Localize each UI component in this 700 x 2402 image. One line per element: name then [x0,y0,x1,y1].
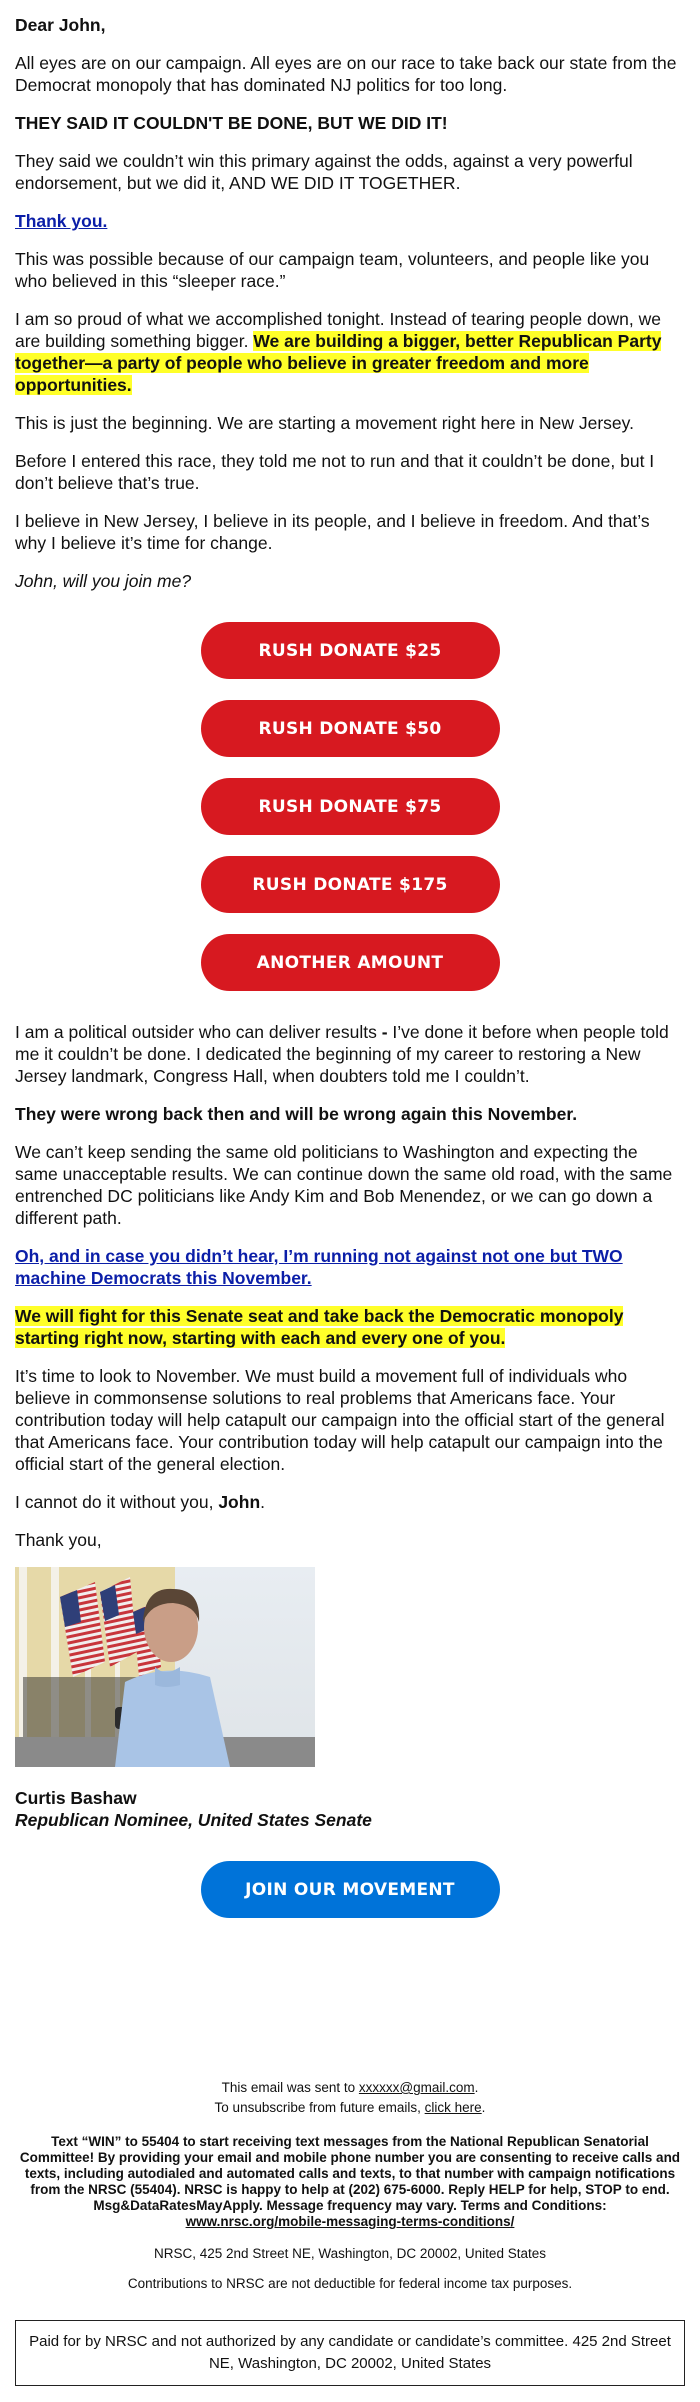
paragraph-believe: I believe in New Jersey, I believe in its people, and I believe in freedom. And that’s why I believe it’s time for change. [15,511,650,553]
unsubscribe-text: To unsubscribe from future emails, [214,2100,425,2115]
paragraph-washington: We can’t keep sending the same old politicians to Washington and expecting the same unacceptable results. We can continue down the same old road, with the same entrenched DC politicians like Andy Kim and Bob Menendez, or we can go down a different path. [15,1142,673,1228]
paragraph-before-race: Before I entered this race, they told me not to run and that it couldn’t be done, but I don’t believe that’s true. [15,451,655,493]
paragraph-cannot-do [15,1491,685,1513]
two-democrats-link[interactable]: Oh, and in case you didn’t hear, I’m running not against not one but TWO machine Democrats this November. [15,1246,623,1288]
join-ask: John, will you join me? [15,571,192,591]
paragraph-intro: All eyes are on our campaign. All eyes are on our race to take back our state from the Democrat monopoly that has dominated NJ politics for too long. [15,53,677,95]
paragraph-beginning: This is just the beginning. We are starting a movement right here in New Jersey. [15,413,634,433]
unsubscribe-line [15,2098,685,2118]
signature-title: Republican Nominee, United States Senate [15,1810,372,1830]
paragraph-outsider [15,1021,685,1087]
recipient-email-link[interactable]: xxxxxx@gmail.com [358,2080,475,2095]
candidate-photo-illustration [15,1567,315,1767]
wrong-again-statement: They were wrong back then and will be wrong again this November. [15,1104,578,1124]
paragraph-november: It’s time to look to November. We must build a movement full of individuals who believe in commonsense solutions to real problems that Americans face. Your contribution today will help catapult our campaign into the official start of the general that Americans face. Your contribution today will help catapult our campaign into the official start of the general election. [15,1366,665,1474]
paragraph-outsider-text-2: I’ve done it before when people told me it couldn’t be done. I dedicated the beginning of my career to restoring a New Jersey landmark, Congress Hall, when doubters told me I couldn’t. [15,1022,669,1086]
highlighted-text: We are building a bigger, better Republican Party together—a party of people who believe in greater freedom and more opportunities. [15,331,662,395]
dash: - [381,1022,388,1042]
paid-for-disclaimer: Paid for by NRSC and not authorized by any candidate or candidate’s committee. 425 2nd Street NE, Washington, DC 20002, United States [29,2333,671,2372]
deductibility-notice: Contributions to NRSC are not deductible for federal income tax purposes. [127,2276,573,2291]
join-movement-button[interactable]: JOIN OUR MOVEMENT [201,1861,500,1918]
paragraph-primary: They said we couldn’t win this primary against the odds, against a very powerful endorsement, but we did it, AND WE DID IT TOGETHER. [15,151,633,193]
nrsc-address: NRSC, 425 2nd Street NE, Washington, DC 20002, United States [154,2246,546,2261]
email-footer [0,2078,700,2294]
donate-175-button[interactable]: RUSH DONATE $175 [201,856,500,913]
recipient-name: John [218,1492,261,1512]
period: . [481,2100,486,2115]
donate-another-amount-button[interactable]: ANOTHER AMOUNT [201,934,500,991]
paragraph-proud-text: I am so proud of what we accomplished tonight. Instead of tearing people down, we are building something bigger. [15,309,661,351]
donate-50-button[interactable]: RUSH DONATE $50 [201,700,500,757]
sent-to-line [15,2078,685,2098]
thank-you-paragraph [15,210,685,232]
headline: THEY SAID IT COULDN'T BE DONE, BUT WE DID IT! [15,113,448,133]
paragraph-team: This was possible because of our campaign team, volunteers, and people like you who believed in this “sleeper race.” [15,249,650,291]
closing: Thank you, [15,1530,102,1550]
fight-highlight: We will fight for this Senate seat and take back the Democratic monopoly starting right now, starting with each and every one of you. [15,1306,624,1348]
paragraph-proud [15,308,685,396]
greeting: Dear John, [15,15,106,35]
thank-you-link[interactable]: Thank you. [15,211,108,231]
donate-75-button[interactable]: RUSH DONATE $75 [201,778,500,835]
candidate-photo [15,1567,315,1767]
signature-name: Curtis Bashaw [15,1788,137,1808]
donate-25-button[interactable]: RUSH DONATE $25 [201,622,500,679]
period: . [260,1492,266,1512]
unsubscribe-link[interactable]: click here [424,2100,482,2115]
sms-disclaimer-text: Text “WIN” to 55404 to start receiving text messages from the National Republican Senatorial Committee! By providing your email and mobile phone number you are consenting to receive calls and texts, including autodialed and automated calls and texts, to that number with campaign notifications from the NRSC (55404). NRSC is happy to help at (202) 675-6000. Reply HELP for help, STOP to end. Msg&DataRatesMayApply. Message frequency may vary. Terms and Conditions: [19,2134,681,2213]
two-democrats-paragraph [15,1245,685,1289]
donate-button-group [15,622,685,991]
terms-conditions-link[interactable]: www.nrsc.org/mobile-messaging-terms-conditions/ [185,2214,515,2229]
join-button-wrap [15,1861,685,1918]
sms-disclaimer [15,2134,685,2230]
paid-for-disclaimer-box [15,2320,685,2386]
period: . [474,2080,479,2095]
cannot-do-text: I cannot do it without you, [15,1492,219,1512]
sent-to-text: This email was sent to [221,2080,359,2095]
fight-paragraph [15,1305,685,1349]
paragraph-outsider-text: I am a political outsider who can deliver results [15,1022,382,1042]
